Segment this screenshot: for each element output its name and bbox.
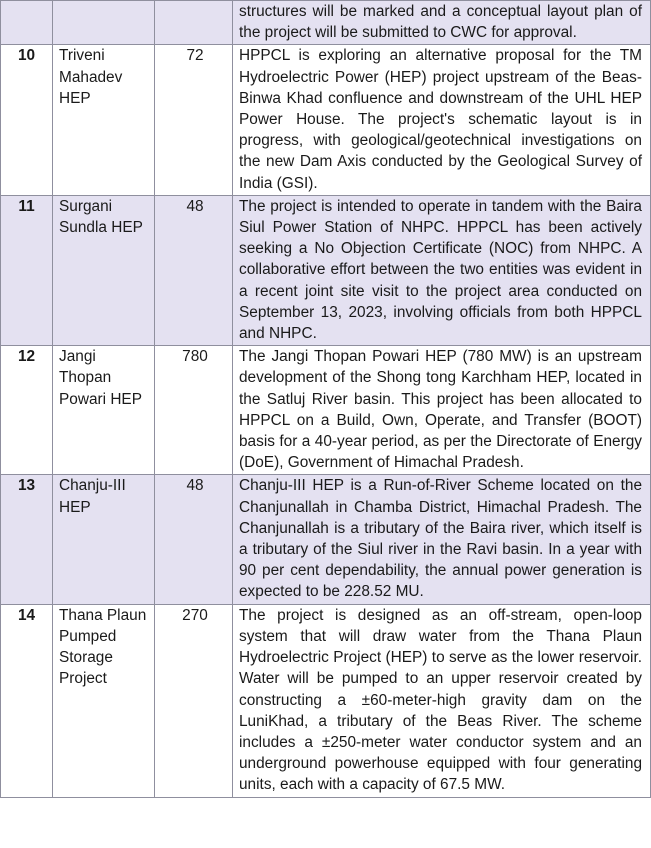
- table-row: [1, 475, 651, 604]
- project-status: The project is intended to operate in tandem with the Baira Siul Power Station of NHPC. HPPCL has been actively seeking a No Objection Certificate (NOC) from NHPC. A collaborative effort between the two entities was evident in a recent joint site visit to the project area conducted on September 13, 2023, involving officials from both HPPCL and NHPC.: [233, 195, 651, 345]
- project-status: HPPCL is exploring an alternative proposal for the TM Hydroelectric Power (HEP) project upstream of the Beas-Binwa Khad confluence and downstream of the UHL HEP Power House. The project's schematic layout is in progress, with geological/geotechnical investigations on the new Dam Axis conducted by the Geological Survey of India (GSI).: [233, 45, 651, 195]
- table-row: [1, 604, 651, 797]
- project-status: structures will be marked and a conceptual layout plan of the project will be submitted to CWC for approval.: [233, 1, 651, 45]
- capacity-mw: 48: [155, 475, 233, 604]
- project-name: Surgani Sundla HEP: [53, 195, 155, 345]
- table-row: [1, 346, 651, 475]
- project-name: Thana Plaun Pumped Storage Project: [53, 604, 155, 797]
- capacity-mw: 48: [155, 195, 233, 345]
- capacity-mw: [155, 1, 233, 45]
- row-number: 13: [1, 475, 53, 604]
- row-number: 11: [1, 195, 53, 345]
- project-name: Chanju-III HEP: [53, 475, 155, 604]
- project-status: Chanju-III HEP is a Run-of-River Scheme located on the Chanjunallah in Chamba District, Himachal Pradesh. The Chanjunallah is a tributary of the Baira river, which itself is a tributary of the Siul river in the Ravi basin. In a year with 90 per cent dependability, the annual power generation is expected to be 228.52 MU.: [233, 475, 651, 604]
- capacity-mw: 72: [155, 45, 233, 195]
- capacity-mw: 270: [155, 604, 233, 797]
- row-number: [1, 1, 53, 45]
- project-status: The Jangi Thopan Powari HEP (780 MW) is an upstream development of the Shong tong Karchham HEP, located in the Satluj River basin. This project has been allocated to HPPCL on a Build, Own, Operate, and Transfer (BOOT) basis for a 40-year period, as per the Directorate of Energy (DoE), Government of Himachal Pradesh.: [233, 346, 651, 475]
- project-name: [53, 1, 155, 45]
- row-number: 10: [1, 45, 53, 195]
- table-row: [1, 195, 651, 345]
- row-number: 14: [1, 604, 53, 797]
- project-name: Triveni Mahadev HEP: [53, 45, 155, 195]
- table-row: [1, 45, 651, 195]
- capacity-mw: 780: [155, 346, 233, 475]
- project-name: Jangi Thopan Powari HEP: [53, 346, 155, 475]
- row-number: 12: [1, 346, 53, 475]
- table-row: [1, 1, 651, 45]
- project-status: The project is designed as an off-stream, open-loop system that will draw water from the Thana Plaun Hydroelectric Project (HEP) to serve as the lower reservoir. Water will be pumped to an upper reservoir created by constructing a ±60-meter-high gravity dam on the LuniKhad, a tributary of the Beas River. The scheme includes a ±250-meter water conductor system and an underground powerhouse equipped with four generating units, each with a capacity of 67.5 MW.: [233, 604, 651, 797]
